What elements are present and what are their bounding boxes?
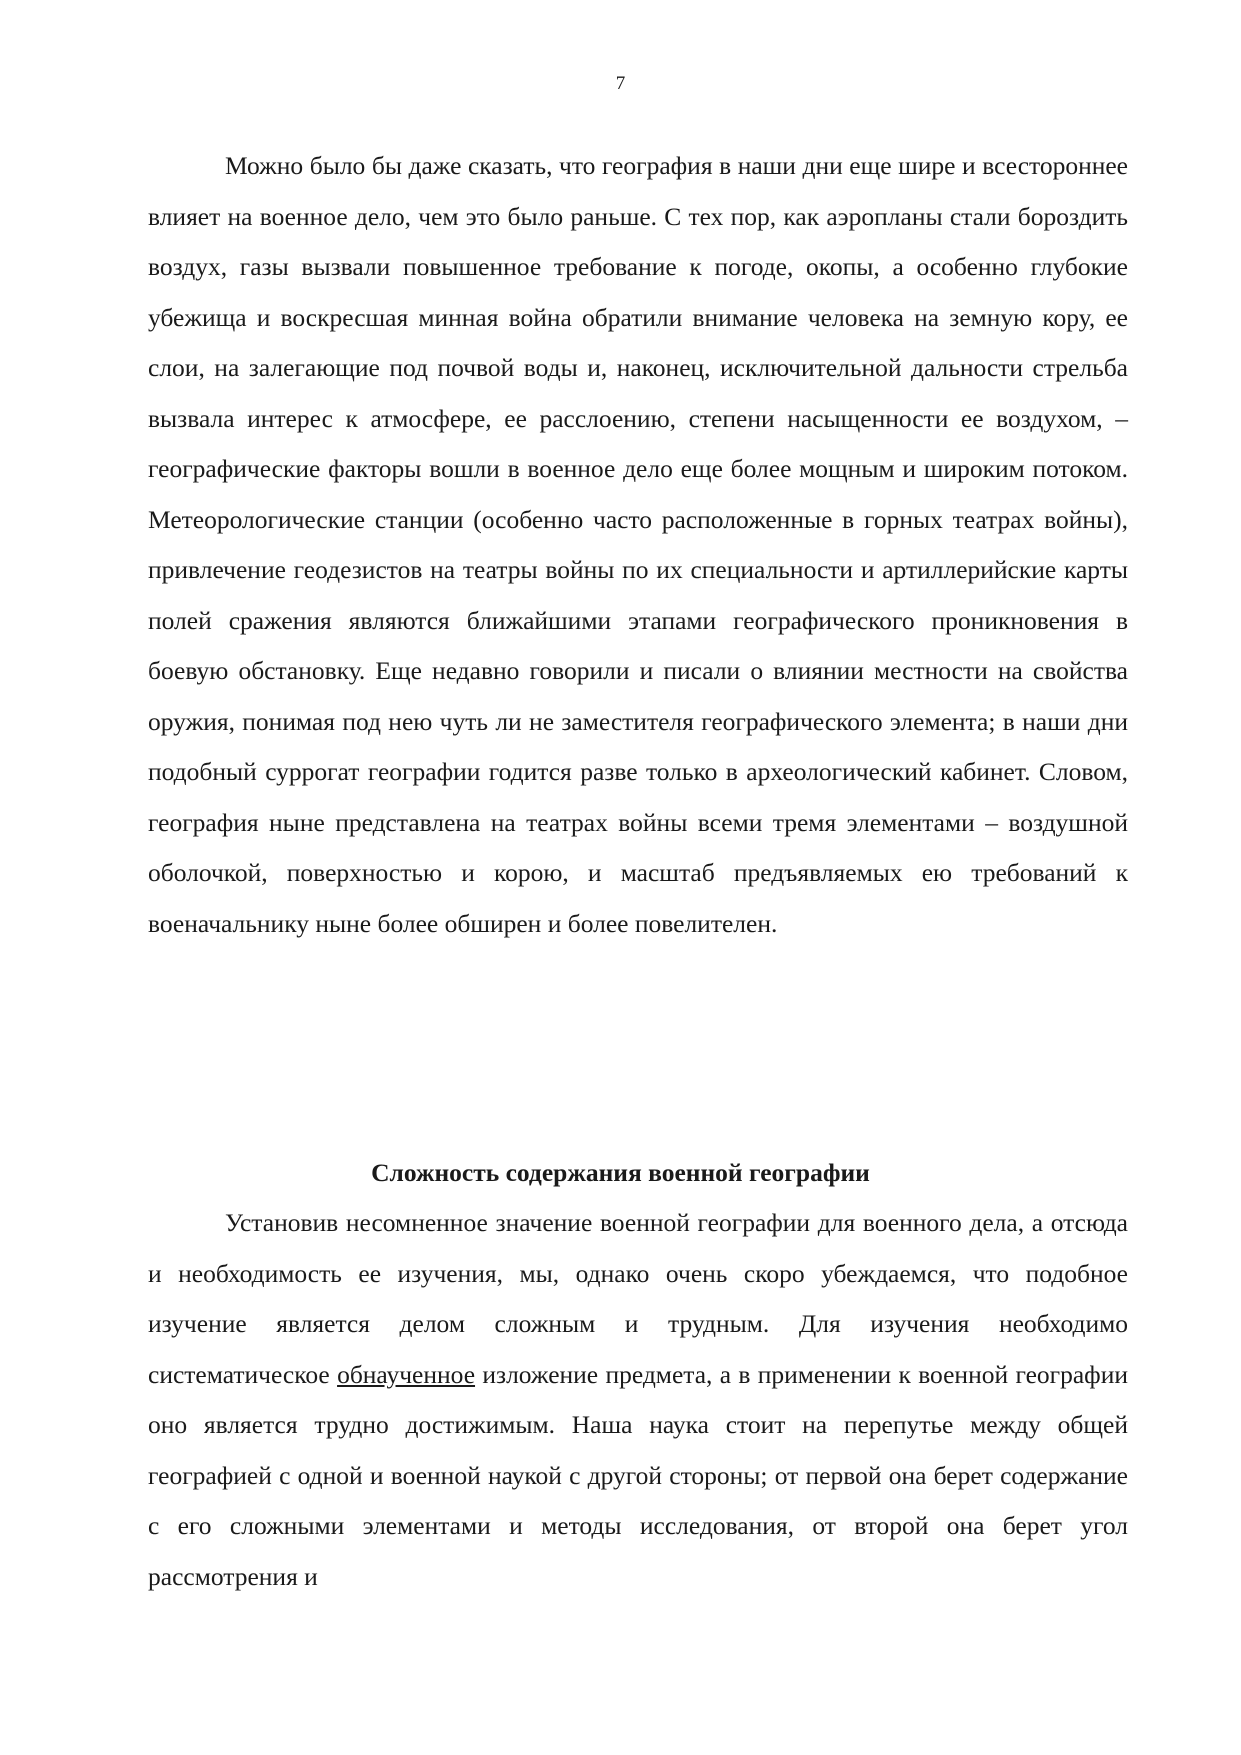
- page-number: 7: [615, 73, 626, 94]
- paragraph-2: [148, 1198, 1128, 1602]
- body-text-block-1: [148, 141, 1128, 949]
- paragraph-2-part-2: изложение предмета, а в применении к военной географии оно является трудно достижимым. Наша наука стоит на перепутье между общей географией с одной и военной наукой с другой стороны; от первой она берет содержание с его сложными элементами и методы исследования, от второй она берет угол рассмотрения и: [148, 1359, 1128, 1591]
- paragraph-1: Можно было бы даже сказать, что география в наши дни еще шире и всестороннее влияет на военное дело, чем это было раньше. С тех пор, как аэропланы стали бороздить воздух, газы вызвали повышенное требование к погоде, окопы, а особенно глубокие убежища и воскресшая минная война обратили внимание человека на земную кору, ее слои, на залегающие под почвой воды и, наконец, исключительной дальности стрельба вызвала интерес к атмосфере, ее расслоению, степени насыщенности ее воздухом, – географические факторы вошли в военное дело еще более мощным и широким потоком. Метеорологические станции (особенно часто расположенные в горных театрах войны), привлечение геодезистов на театры войны по их специальности и артиллерийские карты полей сражения являются ближайшими этапами географического проникновения в боевую обстановку. Еще недавно говорили и писали о влиянии местности на свойства оружия, понимая под нею чуть ли не заместителя географического элемента; в наши дни подобный суррогат географии годится разве только в археологический кабинет. Словом, география ныне представлена на театрах войны всеми тремя элементами – воздушной оболочкой, поверхностью и корою, и масштаб предъявляемых ею требований к военачальнику ныне более обширен и более повелителен.: [148, 151, 1128, 938]
- paragraph-2-part-1: Установив несомненное значение военной географии для военного дела, а отсюда и необходимость ее изучения, мы, однако очень скоро убеждаемся, что подобное изучение является делом сложным и трудным. Для изучения необходимо систематическое: [148, 1208, 1128, 1389]
- underlined-word: обнаученное: [337, 1359, 476, 1389]
- section-heading: Сложность содержания военной географии: [371, 1158, 870, 1187]
- body-text-block-2: [148, 1198, 1128, 1602]
